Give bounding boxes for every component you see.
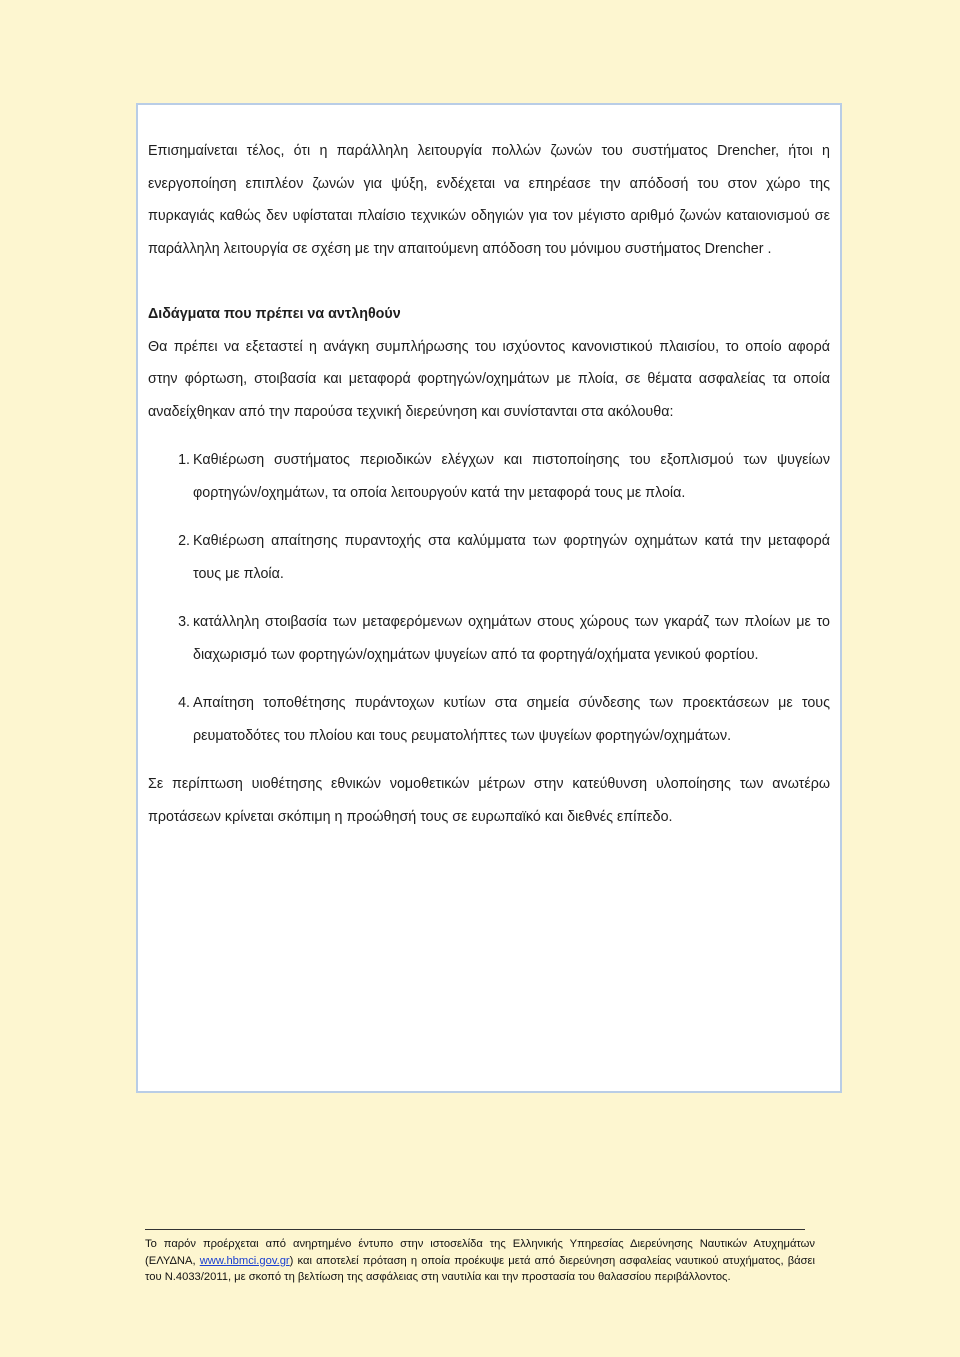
footer-text [145, 1236, 815, 1286]
list-item-text: Καθιέρωση συστήματος περιοδικών ελέγχων και πιστοποίησης του εξοπλισμού των ψυγείων φορτηγών/οχημάτων, τα οποία λειτουργούν κατά την μεταφορά τους με πλοία. [193, 452, 830, 501]
list-item [148, 444, 830, 509]
footer-divider [145, 1229, 805, 1230]
list-item-number: 4. [178, 695, 190, 711]
spacer [148, 428, 830, 444]
paragraph-regulatory-framework: Θα πρέπει να εξεταστεί η ανάγκη συμπλήρωσης του ισχύοντος κανονιστικού πλαισίου, το οποίο αφορά στην φόρτωση, στοιβασία και μεταφορά φορτηγών/οχημάτων με πλοία, σε θέματα ασφαλείας τα οποία αναδείχθηκαν από την παρούσα τεχνική διερεύνηση και συνίστανται στα ακόλουθα: [148, 338, 830, 420]
website-link[interactable]: www.hbmci.gov.gr [199, 1254, 290, 1267]
list-item-text: κατάλληλη στοιβασία των μεταφερόμενων οχημάτων στους χώρους των γκαράζ των πλοίων με το διαχωρισμό των φορτηγών/οχημάτων ψυγείων από τα φορτηγά/οχήματα γενικού φορτίου. [193, 614, 830, 663]
list-item-text: Απαίτηση τοποθέτησης πυράντοχων κυτίων στα σημεία σύνδεσης των προεκτάσεων με τους ρευματοδότες του πλοίου και τους ρευματολήπτες των ψυγείων φορτηγών/οχημάτων. [193, 695, 830, 744]
footer [145, 1229, 815, 1286]
list-item [148, 606, 830, 671]
list-item-number: 2. [178, 533, 190, 549]
document-body [148, 135, 830, 833]
paragraph-drencher-zones: Επισημαίνεται τέλος, ότι η παράλληλη λειτουργία πολλών ζωνών του συστήματος Drencher, ήτοι η ενεργοποίηση επιπλέον ζωνών για ψύξη, ενδέχεται να επηρέασε την απόδοσή του στον χώρο της πυρκαγιάς καθώς δεν υφίσταται πλαίσιο τεχνικών οδηγιών για τον μέγιστο αριθμό ζωνών καταιονισμού σε παράλληλη λειτουργία σε σχέση με την απαιτούμενη απόδοση του μόνιμου συστήματος Drencher . [148, 143, 830, 257]
list-item-text: Καθιέρωση απαίτησης πυραντοχής στα καλύμματα των φορτηγών οχημάτων κατά την μεταφορά τους με πλοία. [193, 533, 830, 582]
list-item [148, 525, 830, 590]
footer-text-before-link: Το παρόν προέρχεται από ανηρτημένο έντυπο στην ιστοσελίδα της Ελληνικής Υπηρεσίας Διερεύνησης Ναυτικών Ατυχημάτων (ΕΛΥΔΝΑ, [145, 1238, 815, 1267]
spacer [148, 265, 830, 298]
list-item-number: 1. [178, 452, 190, 468]
list-item [148, 687, 830, 752]
list-item-number: 3. [178, 614, 190, 630]
footer-text-after-link: ) και αποτελεί πρόταση η οποία προέκυψε μετά από διερεύνηση ασφαλείας ναυτικού ατυχήματος, βάσει του Ν.4033/2011, με σκοπό τη βελτίωση της ασφάλειας στη ναυτιλία και την προστασία του θαλασσίου περιβάλλοντος. [145, 1254, 815, 1284]
content-box [136, 103, 842, 1093]
paragraph-national-measures: Σε περίπτωση υιοθέτησης εθνικών νομοθετικών μέτρων στην κατεύθυνση υλοποίησης των ανωτέρω προτάσεων κρίνεται σκόπιμη η προώθησή τους σε ευρωπαϊκό και διεθνές επίπεδο. [148, 776, 830, 825]
section-heading-lessons: Διδάγματα που πρέπει να αντληθούν [148, 306, 401, 322]
